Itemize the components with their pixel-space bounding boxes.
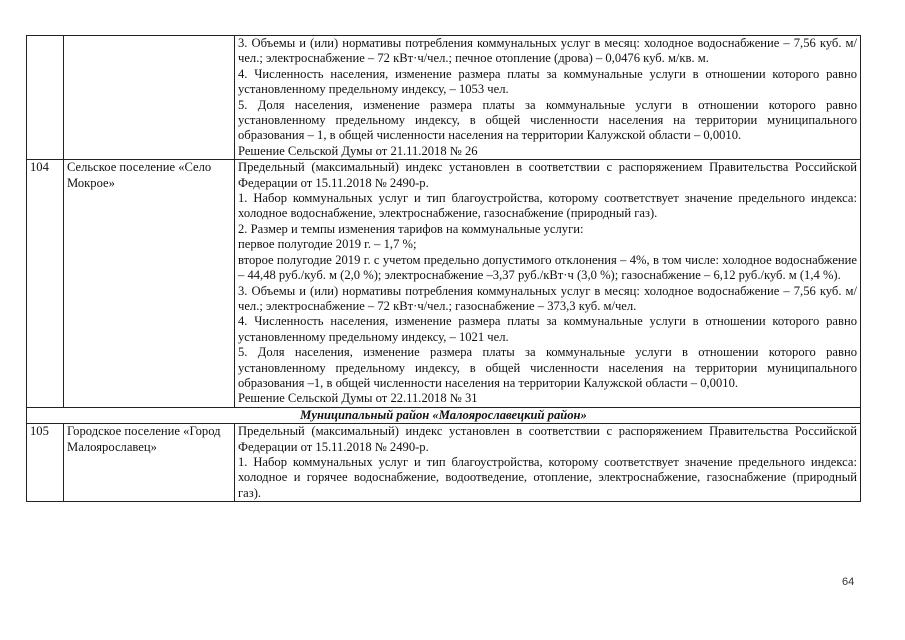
paragraph: первое полугодие 2019 г. – 1,7 %; xyxy=(238,237,417,252)
paragraph: 4. Численность населения, изменение размера платы за коммунальные услуги в отношении которого равно установленному предельному индексу, – 1021 чел. xyxy=(238,314,857,344)
decision-line: Решение Сельской Думы от 22.11.2018 № 31 xyxy=(238,391,478,406)
section-heading: Муниципальный район «Малоярославецкий район» xyxy=(27,407,861,423)
settlement-name-cell xyxy=(64,36,235,160)
page-number: 64 xyxy=(842,576,855,588)
table-row xyxy=(27,424,861,502)
paragraph: Предельный (максимальный) индекс установлен в соответствии с распоряжением Правительства Российской Федерации от 15.11.2018 № 2490-р. xyxy=(238,160,857,190)
paragraph: 3. Объемы и (или) нормативы потребления коммунальных услуг в месяц: холодное водоснабжение – 7,56 куб. м/чел.; электроснабжение – 72 кВт·ч/чел.; газоснабжение – 373,3 куб. м/чел. xyxy=(238,283,857,313)
settlement-name-cell: Сельское поселение «Село Мокрое» xyxy=(64,160,235,408)
details-cell xyxy=(235,160,861,408)
paragraph: 1. Набор коммунальных услуг и тип благоустройства, которому соответствует значение предельного индекса: холодное водоснабжение, электроснабжение, газоснабжение (природный газ). xyxy=(238,191,857,221)
paragraph: 5. Доля населения, изменение размера платы за коммунальные услуги в отношении которого равно установленному предельному индексу, в общей численности населения на территории муниципального образования –1, в общей численности населения на территории Калужской области – 0,0010. xyxy=(238,345,857,390)
details-cell xyxy=(235,36,861,160)
paragraph: второе полугодие 2019 г. с учетом предельно допустимого отклонения – 4%, в том числе: холодное водоснабжение – 44,48 руб./куб. м (2,0 %); электроснабжение –3,37 руб./кВт·ч (3,0 %); газоснабжение – 6,12 руб./куб. м (1,4 %). xyxy=(238,252,857,283)
table-row xyxy=(27,407,861,423)
paragraph: 2. Размер и темпы изменения тарифов на коммунальные услуги: xyxy=(238,221,584,236)
document-table xyxy=(26,35,861,502)
details-cell xyxy=(235,424,861,502)
paragraph: 4. Численность населения, изменение размера платы за коммунальные услуги в отношении которого равно установленному предельному индексу, – 1053 чел. xyxy=(238,66,857,97)
row-number-cell xyxy=(27,36,64,160)
table-row xyxy=(27,36,861,160)
row-number-cell: 105 xyxy=(27,424,64,502)
paragraph: 3. Объемы и (или) нормативы потребления коммунальных услуг в месяц: холодное водоснабжение – 7,56 куб. м/чел.; электроснабжение – 72 кВт·ч/чел.; печное отопление (дрова) – 0,0476 куб. м/кв. м. xyxy=(238,36,857,66)
paragraph: 1. Набор коммунальных услуг и тип благоустройства, которому соответствует значение предельного индекса: холодное и горячее водоснабжение, водоотведение, отопление, электроснабжение, газоснабжение (природный газ). xyxy=(238,454,857,500)
row-number-cell: 104 xyxy=(27,160,64,408)
paragraph: 5. Доля населения, изменение размера платы за коммунальные услуги в отношении которого равно установленному предельному индексу, в общей численности населения на территории муниципального образования – 1, в общей численности населения на территории Калужской области – 0,0010. xyxy=(238,97,857,143)
paragraph: Предельный (максимальный) индекс установлен в соответствии с распоряжением Правительства Российской Федерации от 15.11.2018 № 2490-р. xyxy=(238,424,857,454)
table-row xyxy=(27,160,861,408)
settlement-name-cell: Городское поселение «Город Малоярославец» xyxy=(64,424,235,502)
decision-line: Решение Сельской Думы от 21.11.2018 № 26 xyxy=(238,143,478,158)
